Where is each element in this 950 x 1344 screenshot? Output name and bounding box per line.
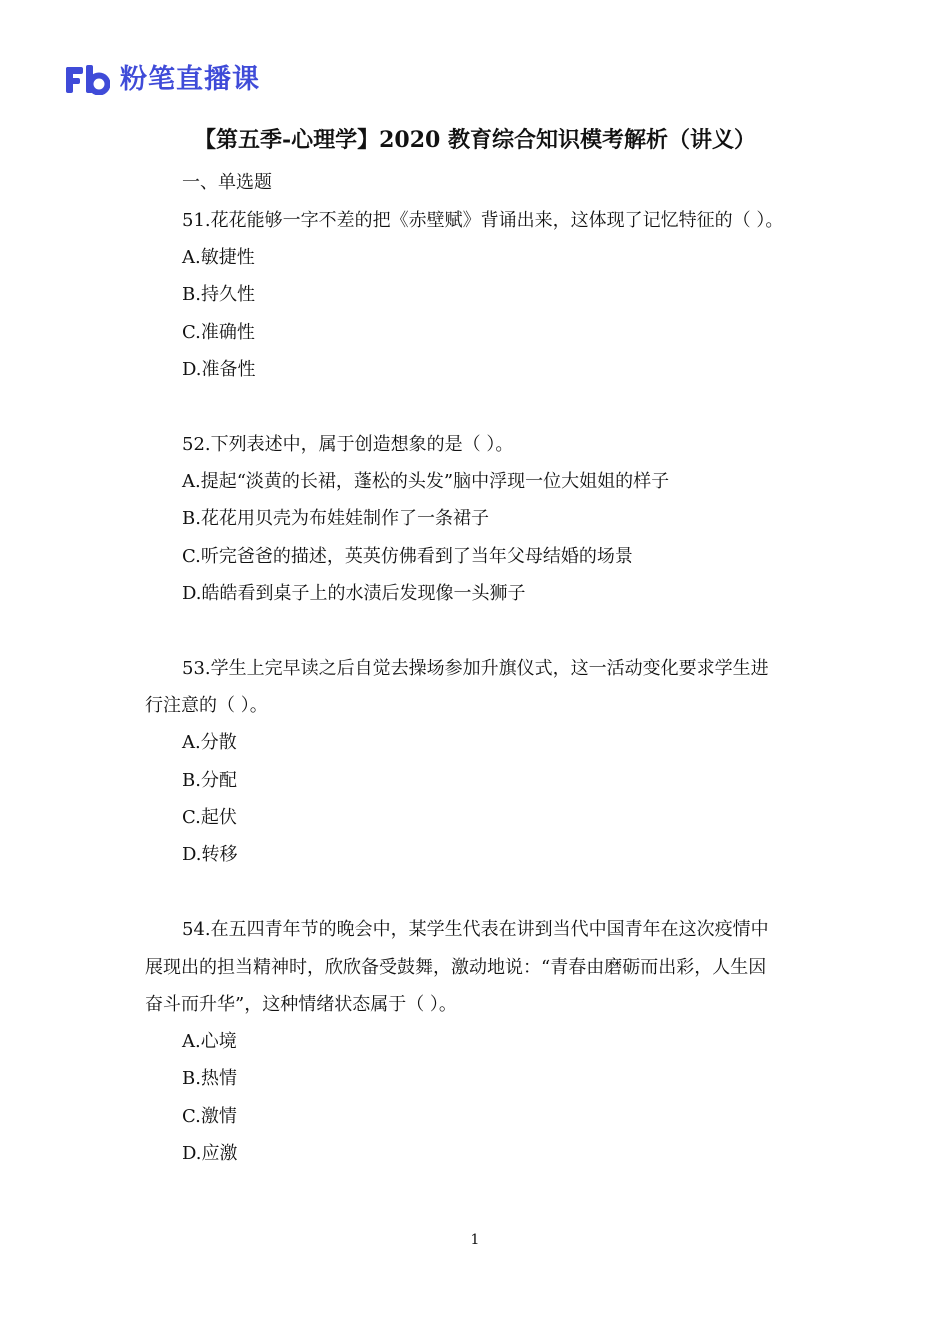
question-51-stem: 51.花花能够一字不差的把《赤壁赋》背诵出来，这体现了记忆特征的（ ）。	[182, 210, 784, 231]
question-52-option-c: C.听完爸爸的描述，英英仿佛看到了当年父母结婚的场景	[182, 546, 633, 567]
question-54-stem-line-1: 54.在五四青年节的晚会中，某学生代表在讲到当代中国青年在这次疫情中	[182, 919, 769, 940]
question-54-option-d: D.应激	[182, 1143, 238, 1164]
question-54-option-c: C.激情	[182, 1106, 237, 1127]
page-number: 1	[470, 1232, 480, 1248]
question-54-option-a: A.心境	[182, 1031, 237, 1052]
question-51-option-d: D.准备性	[182, 359, 256, 380]
brand-logo	[66, 62, 260, 98]
question-53-option-d: D.转移	[182, 844, 238, 865]
question-53-stem-line-2: 行注意的（ ）。	[145, 695, 268, 716]
question-51-option-b: B.持久性	[182, 284, 255, 305]
question-53-option-a: A.分散	[182, 732, 237, 753]
question-53-stem-line-1: 53.学生上完早读之后自觉去操场参加升旗仪式，这一活动变化要求学生进	[182, 658, 769, 679]
section-heading: 一、单选题	[182, 172, 272, 193]
question-54-option-b: B.热情	[182, 1068, 237, 1089]
question-54-stem-line-2: 展现出的担当精神时，欣欣备受鼓舞，激动地说：“青春由磨砺而出彩，人生因	[145, 957, 767, 978]
question-53-option-c: C.起伏	[182, 807, 237, 828]
question-52-option-b: B.花花用贝壳为布娃娃制作了一条裙子	[182, 508, 489, 529]
question-52-option-a: A.提起“淡黄的长裙，蓬松的头发”脑中浮现一位大姐姐的样子	[182, 471, 670, 492]
question-52-stem: 52.下列表述中，属于创造想象的是（ ）。	[182, 434, 514, 455]
fb-logo-icon	[66, 65, 110, 95]
brand-name: 粉笔直播课	[120, 64, 260, 95]
question-51-option-c: C.准确性	[182, 322, 255, 343]
question-52-option-d: D.皓皓看到桌子上的水渍后发现像一头狮子	[182, 583, 526, 604]
question-53-option-b: B.分配	[182, 770, 237, 791]
question-54-stem-line-3: 奋斗而升华”，这种情绪状态属于（ ）。	[145, 994, 457, 1015]
document-title: 【第五季-心理学】2020 教育综合知识模考解析（讲义）	[193, 127, 757, 153]
question-51-option-a: A.敏捷性	[182, 247, 255, 268]
